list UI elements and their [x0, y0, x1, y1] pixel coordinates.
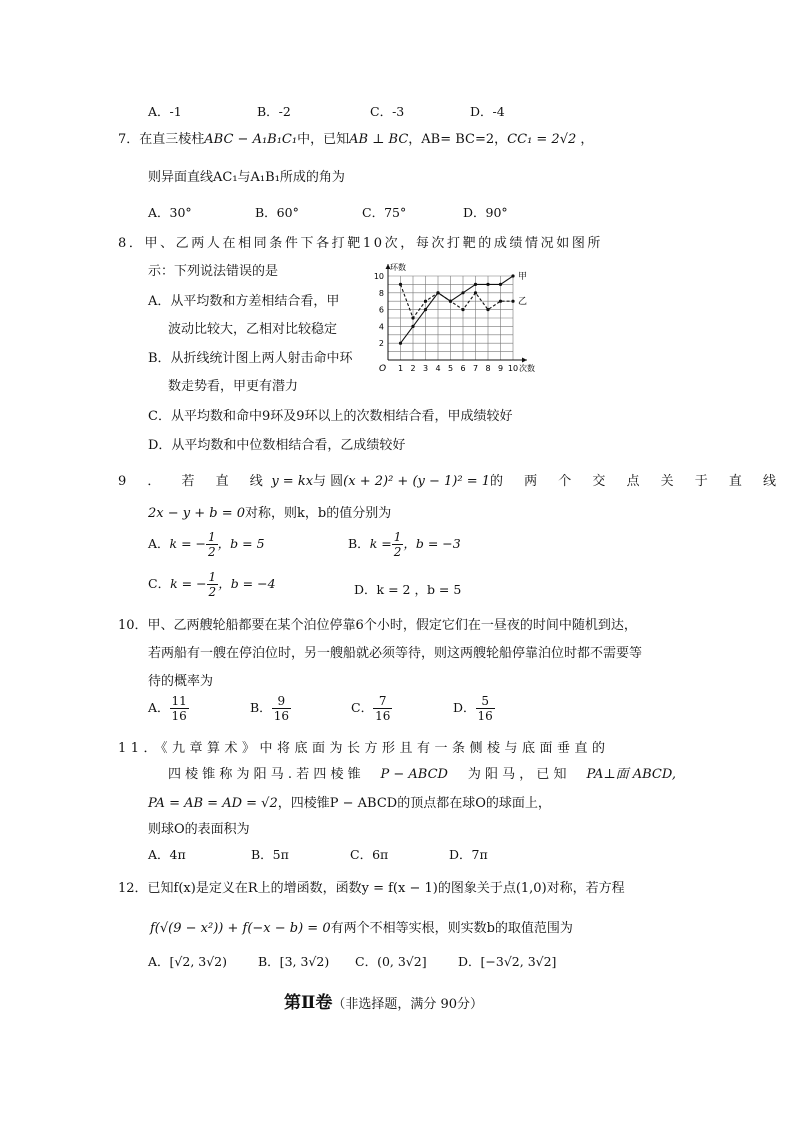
data-point-series-1	[499, 283, 502, 286]
x-axis-label: 次数	[519, 364, 535, 373]
q7-perp: AB ⊥ BC	[349, 132, 409, 147]
q9-b-prefix: B．	[348, 536, 370, 551]
x-tick-label: 2	[410, 364, 416, 373]
q11-stem-3b: ，四棱锥P − ABCD的顶点都在球O的球面上，	[277, 796, 551, 811]
q9-b-den: 2	[393, 545, 402, 559]
q9-option-d: D．k = 2 ，b = 5	[354, 582, 462, 597]
data-point-series-2	[486, 308, 489, 311]
data-point-series-1	[411, 325, 414, 328]
q8-option-b-line2: 数走势看，甲更有潜力	[168, 379, 299, 394]
x-tick-label: 9	[497, 364, 504, 373]
q9-b-num: 1	[393, 530, 402, 544]
q10-d-prefix: D．	[453, 700, 476, 715]
q7-cc: CC₁ = 2√2	[507, 132, 577, 147]
data-point-series-1	[511, 274, 514, 277]
q11-pa-perp: PA⊥面 ABCD,	[586, 767, 676, 782]
data-point-series-2	[411, 316, 414, 319]
q8-stem-2: 示：下列说法错误的是	[148, 264, 279, 279]
q12-option-b: B．[3, 3√2)	[258, 954, 330, 969]
q9-c-b: ，b = −4	[218, 576, 276, 591]
q11-option-a: A．4π	[148, 847, 186, 862]
q9-stem-line2	[148, 502, 391, 521]
data-point-series-2	[474, 291, 477, 294]
x-tick-label: 6	[460, 364, 466, 373]
series-label-1: 甲	[518, 272, 528, 282]
data-point-series-2	[499, 300, 502, 303]
x-tick-label: 10	[507, 364, 519, 373]
q12-option-a: A．[√2, 3√2)	[148, 954, 228, 969]
q11-stem-2c: 为 阳 马 ， 已 知	[467, 767, 567, 782]
y-tick-label: 6	[378, 305, 384, 315]
q12-equation: f(√(9 − x²)) + f(−x − b) = 0	[150, 921, 331, 936]
q9-a-fraction	[206, 530, 218, 559]
y-tick-label: 8	[378, 288, 384, 298]
q9-a-den: 2	[208, 545, 216, 559]
q6-option-a: A．-1	[148, 104, 182, 119]
q10-d-num: 5	[476, 694, 495, 709]
q6-option-c: C．-3	[370, 104, 405, 119]
q9-stem	[118, 470, 785, 489]
q12-option-c: C．(0, 3√2]	[355, 954, 427, 969]
series-label-2: 乙	[518, 297, 528, 308]
q10-option-c	[351, 694, 392, 723]
q10-b-num: 9	[272, 694, 291, 709]
section-title	[284, 988, 483, 1013]
x-tick-label: 8	[485, 364, 491, 373]
q9-b-fraction	[392, 530, 404, 559]
q9-line: y = kx	[271, 474, 314, 489]
section-title-main: 第Ⅱ卷	[284, 993, 333, 1013]
q11-stem-2a: 四 棱 锥 称 为 阳 马 . 若 四 棱 锥	[168, 767, 361, 782]
q9-c-den: 2	[208, 585, 217, 599]
q6-option-d: D．-4	[470, 104, 505, 119]
x-axis-arrow	[522, 358, 527, 363]
q9-circle: (x + 2)² + (y − 1)² = 1	[343, 474, 490, 489]
y-tick-label: 10	[373, 272, 384, 281]
y-tick-label: 2	[378, 339, 384, 349]
q9-option-a	[148, 530, 265, 559]
q11-equal-edges: PA = AB = AD = √2	[148, 796, 278, 811]
data-point-series-1	[399, 342, 402, 345]
data-point-series-2	[436, 291, 439, 294]
x-tick-label: 5	[447, 364, 454, 373]
q11-option-d: D．7π	[449, 847, 488, 862]
q9-option-b	[348, 530, 461, 559]
q9-option-c	[148, 570, 276, 599]
q9-a-b: ，b = 5	[217, 536, 265, 551]
q10-a-fraction	[170, 694, 189, 723]
q10-d-den: 16	[477, 709, 493, 723]
q9-b-b: ，b = −3	[403, 536, 461, 551]
q8-option-a-line2: 波动比较大，乙相对比较稳定	[168, 322, 338, 337]
q10-option-b	[250, 694, 291, 723]
q10-option-d	[453, 694, 495, 723]
section-title-note: （非选择题，满分 90分）	[332, 997, 484, 1012]
q10-d-fraction	[476, 694, 495, 723]
q9-a-prefix: A．	[148, 536, 170, 551]
q9-stem-1: 9 ． 若 直 线	[118, 474, 272, 489]
x-tick-label: 7	[472, 364, 479, 373]
q7-option-d: D．90°	[463, 205, 508, 220]
q10-option-a	[148, 694, 189, 723]
q9-c-fraction	[207, 570, 219, 599]
q11-stem-4: 则球O的表面积为	[148, 822, 250, 837]
x-tick-label: 1	[397, 364, 404, 373]
q11-option-b: B．5π	[251, 847, 289, 862]
q10-c-den: 16	[375, 709, 391, 723]
q9-c-k: k = −	[170, 576, 207, 591]
q7-stem	[118, 128, 593, 147]
q8-option-a-line1: A．从平均数和方差相结合看，甲	[148, 294, 340, 309]
q7-option-b: B．60°	[255, 205, 299, 220]
q12-stem-1: 12．已知f(x)是定义在R上的增函数，函数y = f(x − 1)的图象关于点(1,0)对称，若方程	[118, 881, 625, 896]
q9-c-num: 1	[208, 570, 217, 584]
q10-stem-1: 10．甲、乙两艘轮船都要在某个泊位停靠6个小时，假定它们在一昼夜的时间中随机到达，	[118, 618, 637, 633]
q10-b-fraction	[272, 694, 291, 723]
q12-stem-2b: 有两个不相等实根，则实数b的取值范围为	[330, 921, 573, 936]
q11-stem-3	[148, 792, 551, 811]
q9-b-k: k =	[369, 536, 392, 551]
q10-b-prefix: B．	[250, 700, 272, 715]
q7-stem-line2: 则异面直线AC₁与A₁B₁所成的角为	[148, 170, 345, 185]
q7-stem-4: ，	[576, 132, 594, 147]
x-tick-label: 3	[422, 364, 429, 373]
q7-prism: ABC − A₁B₁C₁	[204, 132, 298, 147]
q9-eq: 2x − y + b = 0	[148, 506, 246, 521]
q9-a-k: k = −	[169, 536, 206, 551]
y-axis-label: 环数	[390, 263, 406, 272]
q10-c-prefix: C．	[351, 700, 374, 715]
q10-a-den: 16	[171, 709, 187, 723]
q8-option-d: D．从平均数和中位数相结合看，乙成绩较好	[148, 438, 406, 453]
q11-stem-2	[168, 763, 676, 782]
data-point-series-1	[474, 283, 477, 286]
q9-stem-4: 对称，则k，b的值分别为	[245, 506, 392, 521]
q11-option-c: C．6π	[350, 847, 389, 862]
y-tick-label: 4	[378, 322, 384, 332]
q8-stem-1: 8．甲、乙两人在相同条件下各打靶10次，每次打靶的成绩情况如图所	[118, 236, 604, 251]
q10-a-num: 11	[171, 694, 187, 708]
x-tick-label: 4	[435, 364, 441, 373]
data-point-series-2	[449, 300, 452, 303]
data-point-series-2	[461, 308, 464, 311]
q10-c-fraction	[373, 694, 392, 723]
origin-label: O	[379, 364, 387, 374]
q8-line-chart	[368, 260, 558, 380]
q9-a-num: 1	[208, 530, 216, 544]
q9-c-prefix: C．	[148, 576, 171, 591]
q7-option-c: C．75°	[362, 205, 407, 220]
data-point-series-2	[424, 300, 427, 303]
q8-option-c: C．从平均数和命中9环及9环以上的次数相结合看，甲成绩较好	[148, 409, 513, 424]
q10-b-den: 16	[273, 709, 289, 723]
q7-stem-2: 中，已知	[297, 132, 350, 147]
data-point-series-1	[424, 308, 427, 311]
q7-stem-1: 7．在直三棱柱	[118, 132, 205, 147]
data-point-series-2	[399, 283, 402, 286]
q11-stem-1: 11．《九章算术》中将底面为长方形且有一条侧棱与底面垂直的	[118, 741, 610, 756]
q12-stem-2	[150, 917, 573, 936]
q7-stem-3: ，AB= BC=2，	[408, 132, 508, 147]
data-point-series-2	[511, 300, 514, 303]
q10-a-prefix: A．	[148, 700, 170, 715]
q11-pyramid: P − ABCD	[380, 767, 448, 782]
q12-option-d: D．[−3√2, 3√2]	[458, 954, 557, 969]
q10-c-num: 7	[373, 694, 392, 709]
q10-stem-2: 若两船有一艘在停泊位时，另一艘船就必须等待，则这两艘轮船停靠泊位时都不需要等	[148, 646, 643, 661]
q10-stem-3: 待的概率为	[148, 674, 214, 689]
q9-stem-2: 与 圆	[313, 474, 344, 489]
q6-option-b: B．-2	[257, 104, 291, 119]
q7-option-a: A．30°	[148, 205, 192, 220]
q9-stem-3: 的 两 个 交 点 关 于 直 线	[490, 474, 785, 489]
data-point-series-1	[461, 291, 464, 294]
data-point-series-1	[486, 283, 489, 286]
q8-option-b-line1: B．从折线统计图上两人射击命中环	[148, 351, 353, 366]
